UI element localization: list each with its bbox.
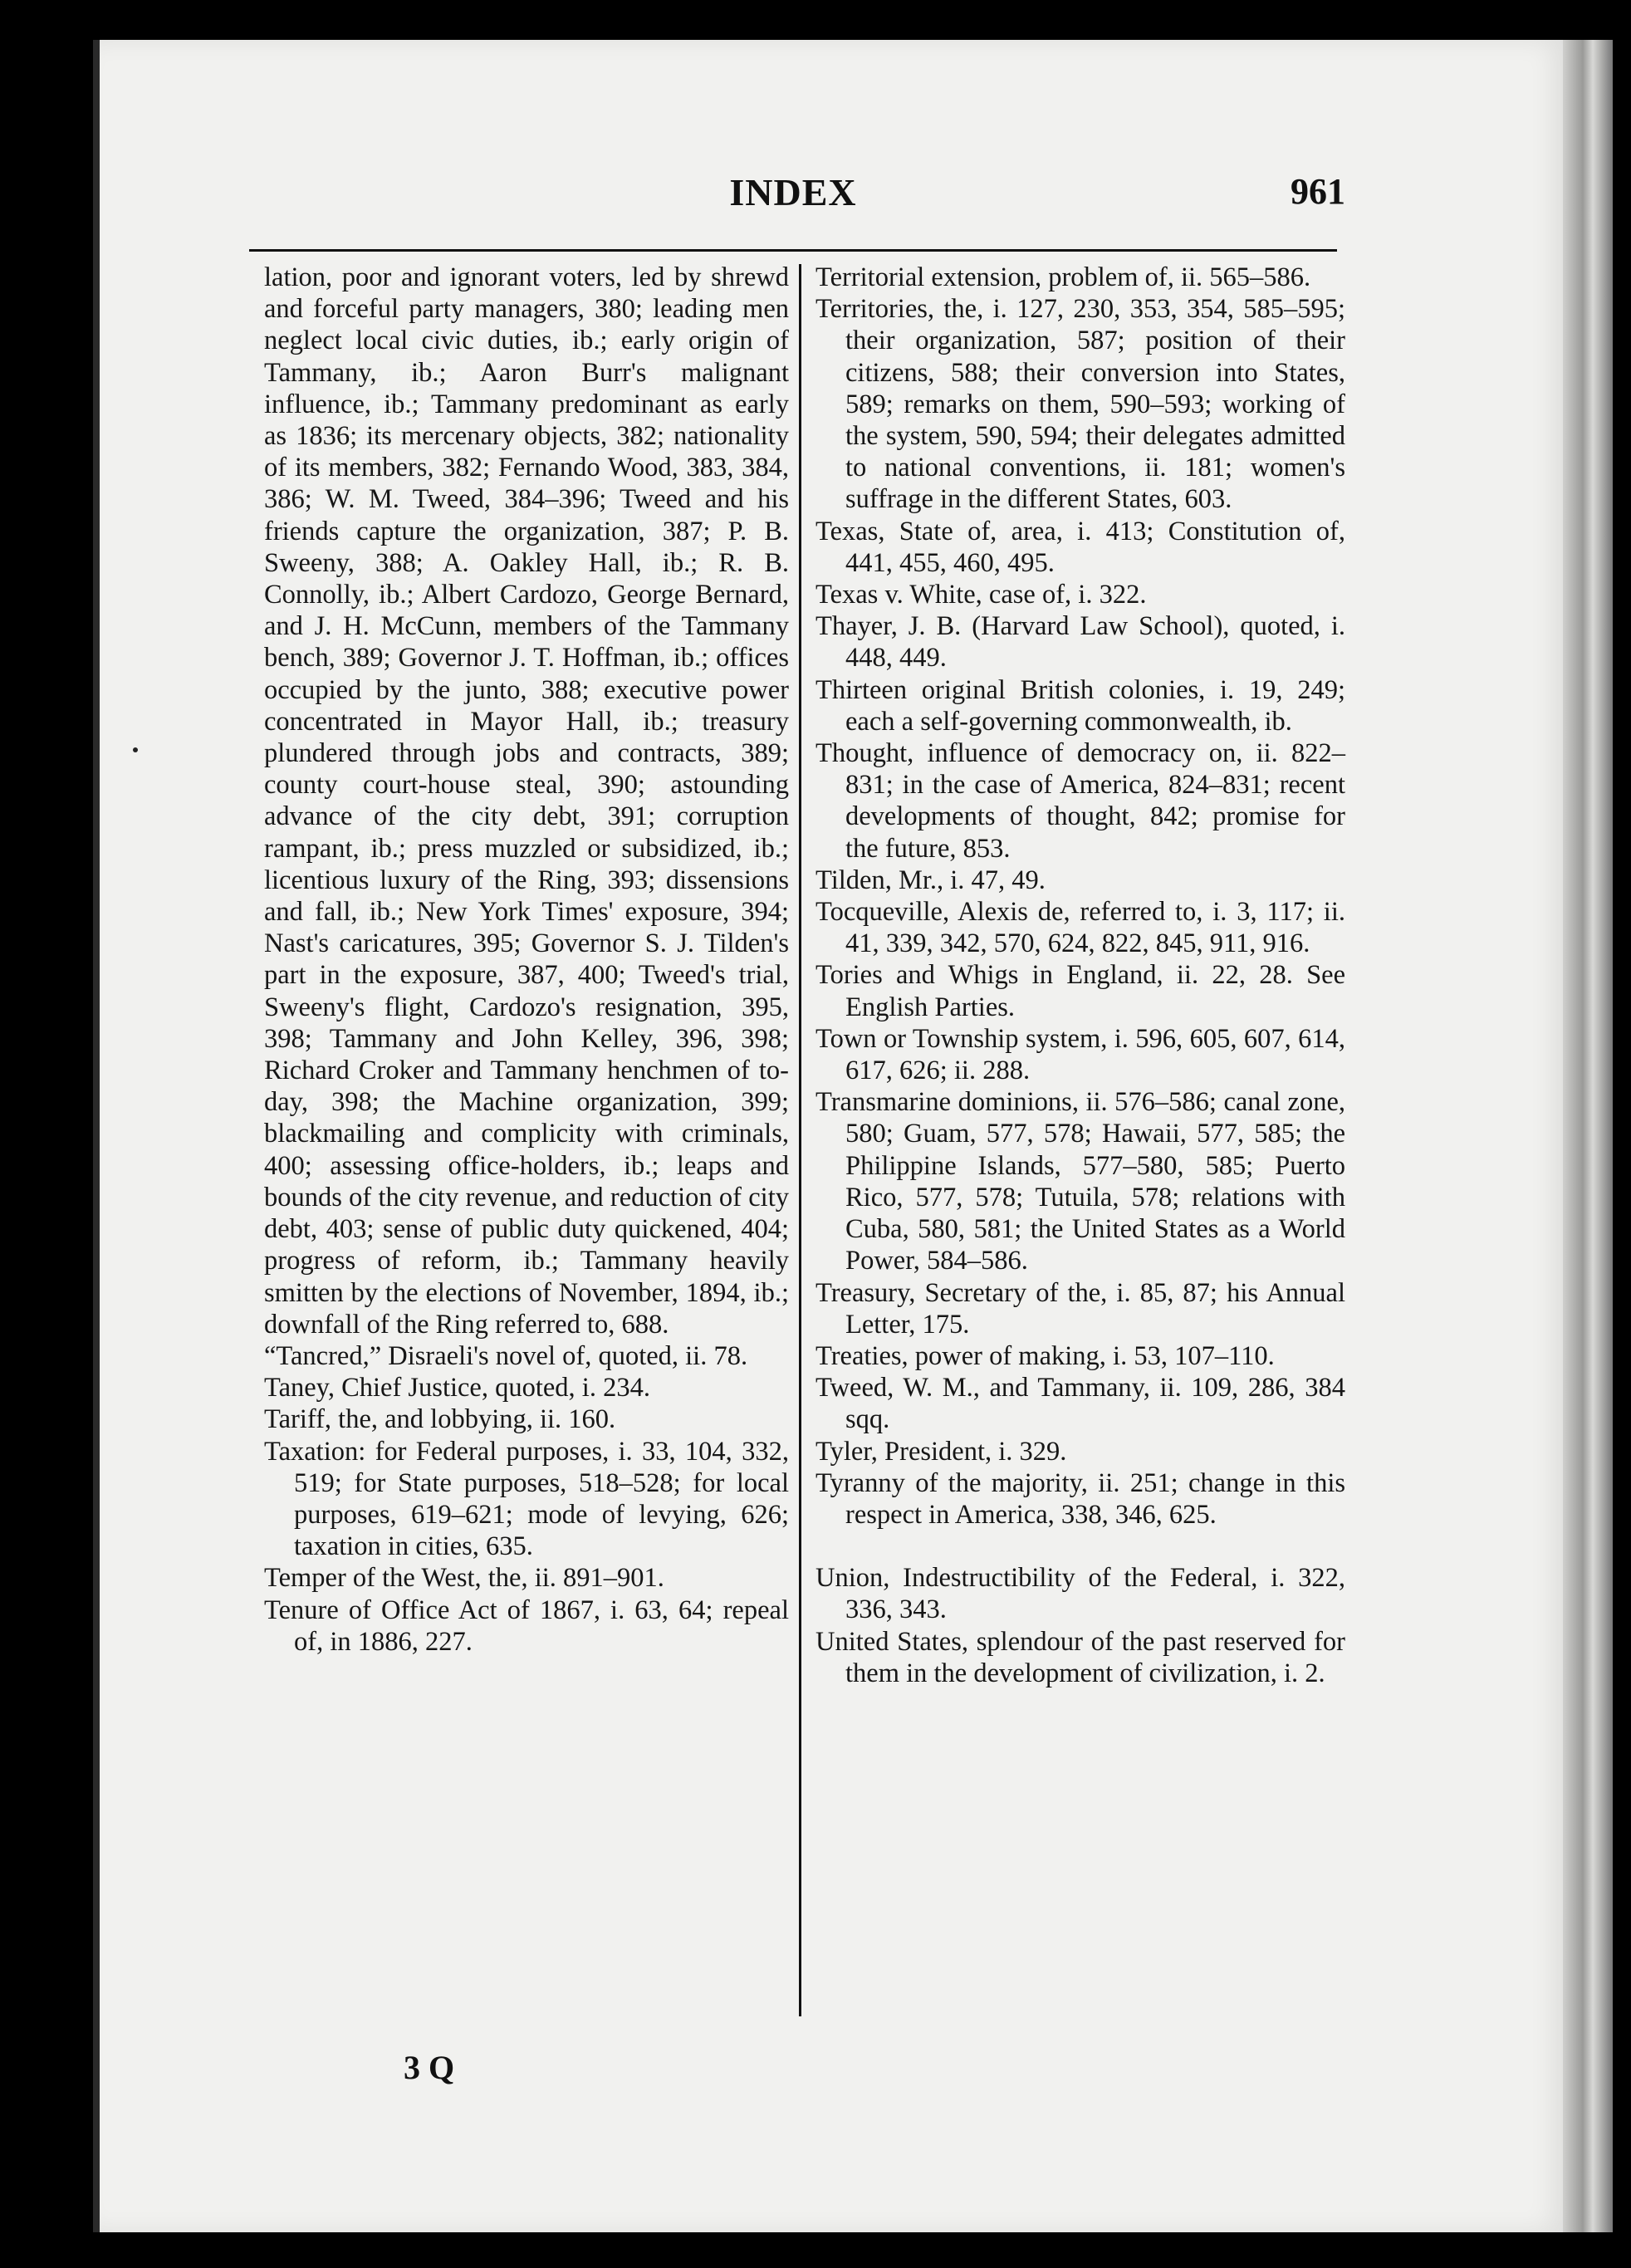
index-entry: lation, poor and ignorant voters, led by shrewd and forceful party managers, 380; leading men neglect local civic duties, ib.; early origin of Tammany, ib.; Aaron Burr's malignant influence, ib.; Tammany predominant as early as 1836; its mercenary objects, 382; nationality of its members, 382; Fernando Wood, 383, 384, 386; W. M. Tweed, 384–396; Tweed and his friends capture the organization, 387; P. B. Sweeny, 388; A. Oakley Hall, ib.; R. B. Connolly, ib.; Albert Cardozo, George Bernard, and J. H. McCunn, members of the Tammany bench, 389; Governor J. T. Hoffman, ib.; offices occupied by the junto, 388; executive power concentrated in Mayor Hall, ib.; treasury plundered through jobs and contracts, 389; county court-house steal, 390; astounding advance of the city debt, 391; corruption rampant, ib.; press muzzled or subsidized, ib.; licentious luxury of the Ring, 393; dissensions and fall, ib.; New York Times' exposure, 394; Nast's caricatures, 395; Governor S. J. Tilden's part in the exposure, 387, 400; Tweed's trial, Sweeny's flight, Cardozo's resignation, 395, 398; Tammany and John Kelley, 396, 398; Richard Croker and Tammany henchmen of to-day, 398; the Machine organization, 399; blackmailing and complicity with criminals, 400; assessing office-holders, ib.; leaps and bounds of the city revenue, and reduction of city debt, 403; sense of public duty quickened, 404; progress of reform, ib.; Tammany heavily smitten by the elections of November, 1894, ib.; downfall of the Ring referred to, 688. [264, 262, 789, 1340]
running-header [249, 170, 1345, 228]
index-entry: Town or Township system, i. 596, 605, 607, 614, 617, 626; ii. 288. [816, 1023, 1345, 1086]
index-entry: Thayer, J. B. (Harvard Law School), quoted, i. 448, 449. [816, 611, 1345, 674]
index-entry: Tenure of Office Act of 1867, i. 63, 64; repeal of, in 1886, 227. [264, 1594, 789, 1657]
index-entry: Tocqueville, Alexis de, referred to, i. 3, 117; ii. 41, 339, 342, 570, 624, 822, 845, 911, 916. [816, 897, 1345, 959]
index-entry: Treasury, Secretary of the, i. 85, 87; his Annual Letter, 175. [816, 1277, 1345, 1340]
header-rule [249, 249, 1337, 252]
index-entry: Thought, influence of democracy on, ii. 822–831; in the case of America, 824–831; recent developments of thought, 842; promise for the future, 853. [816, 738, 1345, 864]
index-column-right [796, 262, 1345, 1689]
index-entry: Tariff, the, and lobbying, ii. 160. [264, 1404, 616, 1435]
index-entry: Territorial extension, problem of, ii. 565–586. [816, 262, 1311, 292]
index-entry: Tweed, W. M., and Tammany, ii. 109, 286, 384 sqq. [816, 1373, 1345, 1435]
index-entry: Thirteen original British colonies, i. 19, 249; each a self-governing commonwealth, ib. [816, 674, 1345, 737]
page-edge [1563, 40, 1613, 2232]
index-entry: Texas, State of, area, i. 413; Constitution of, 441, 455, 460, 495. [816, 516, 1345, 578]
signature-mark: 3 Q [404, 2049, 455, 2086]
index-entry: Transmarine dominions, ii. 576–586; canal zone, 580; Guam, 577, 578; Hawaii, 577, 585; the Philippine Islands, 577–580, 585; Puerto Rico, 577, 578; Tutuila, 578; relations with Cuba, 580, 581; the United States as a World Power, 584–586. [816, 1087, 1345, 1276]
index-entry: Tyranny of the majority, ii. 251; change in this respect in America, 338, 346, 625. [816, 1467, 1345, 1530]
page-title: INDEX [729, 171, 857, 213]
index-entry: Union, Indestructibility of the Federal, i. 322, 336, 343. [816, 1563, 1345, 1625]
index-entry: Tyler, President, i. 329. [816, 1436, 1067, 1467]
index-entry: Taxation: for Federal purposes, i. 33, 104, 332, 519; for State purposes, 518–528; for local purposes, 619–621; mode of levying, 626; taxation in cities, 635. [264, 1436, 789, 1562]
margin-dot [133, 747, 138, 752]
index-entry: Territories, the, i. 127, 230, 353, 354, 585–595; their organization, 587; position of their citizens, 588; their conversion into States, 589; remarks on them, 590–593; working of the system, 590, 594; their delegates admitted to national conventions, ii. 181; women's suffrage in the different States, 603. [816, 294, 1345, 515]
index-entry: Temper of the West, the, ii. 891–901. [264, 1563, 664, 1594]
index-column-left [264, 262, 789, 1658]
index-entry: Treaties, power of making, i. 53, 107–110. [816, 1340, 1275, 1371]
index-entry: Taney, Chief Justice, quoted, i. 234. [264, 1373, 650, 1403]
page-number: 961 [1291, 171, 1345, 212]
index-entry: “Tancred,” Disraeli's novel of, quoted, ii. 78. [264, 1340, 748, 1371]
index-entry: Tories and Whigs in England, ii. 22, 28. See English Parties. [816, 960, 1345, 1022]
index-entry: United States, splendour of the past reserved for them in the development of civilization, i. 2. [816, 1626, 1345, 1688]
index-entry: Texas v. White, case of, i. 322. [816, 580, 1147, 610]
index-entry: Tilden, Mr., i. 47, 49. [816, 865, 1046, 895]
